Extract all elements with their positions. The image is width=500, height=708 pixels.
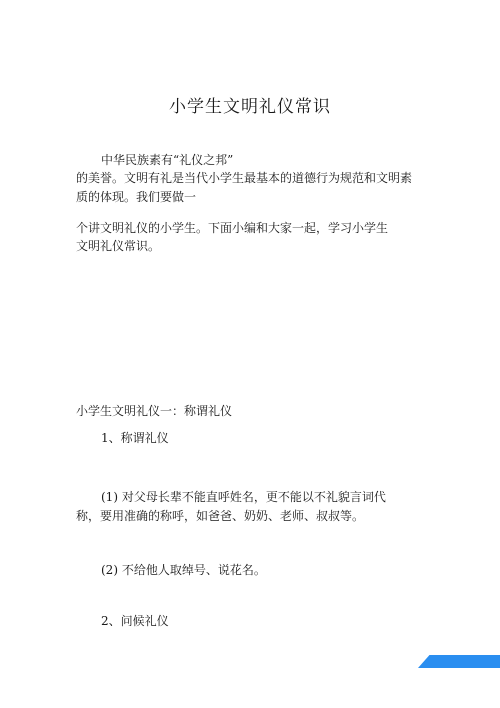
intro-line-1: 中华民族素有“礼仪之邦”	[101, 153, 234, 167]
intro-line-2: 的美誉。文明有礼是当代小学生最基本的道德行为规范和文明素	[76, 171, 413, 185]
intro-line-4: 个讲文明礼仪的小学生。下面小编和大家一起，学习小学生	[76, 221, 389, 235]
section-heading: 小学生文明礼仪一：称谓礼仪	[76, 404, 233, 418]
corner-accent-bar	[418, 655, 500, 668]
subsection-heading-2: 2、问候礼仪	[101, 614, 169, 628]
subsection-heading-1: 1、称谓礼仪	[101, 431, 169, 445]
item-1-line-2: 称，要用准确的称呼，如爸爸、奶奶、老师、叔叔等。	[76, 509, 365, 523]
item-2: (2) 不给他人取绰号、说花名。	[101, 563, 266, 577]
document-title: 小学生文明礼仪常识	[169, 97, 331, 117]
intro-line-5: 文明礼仪常识。	[76, 239, 161, 253]
intro-line-3: 质的体现。我们要做一	[76, 190, 197, 204]
item-1-line-1: (1) 对父母长辈不能直呼姓名，更不能以不礼貌言词代	[101, 490, 386, 504]
